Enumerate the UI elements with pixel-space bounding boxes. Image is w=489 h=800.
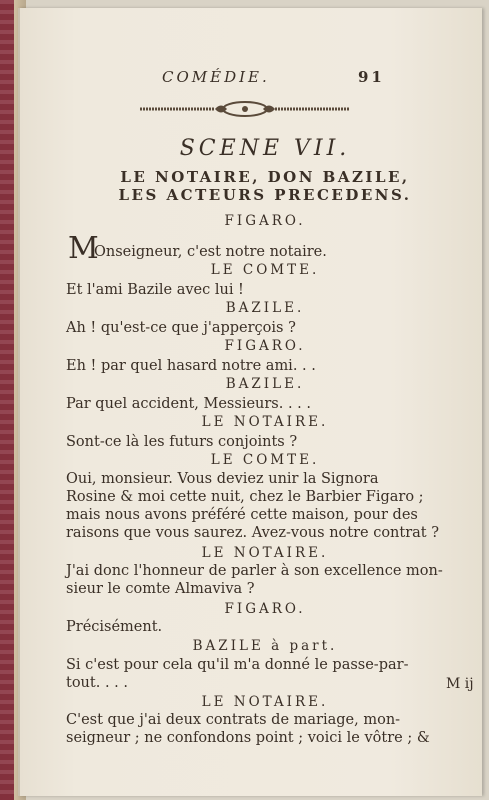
scene-title: SCENE VII. <box>179 136 351 161</box>
scene-characters-line-1: LE NOTAIRE, DON BAZILE, <box>120 168 410 186</box>
catchword: M ij <box>446 676 474 692</box>
drop-cap: M <box>68 231 99 266</box>
dialogue-line: sieur le comte Almaviva ? <box>66 581 255 597</box>
dialogue-line: Et l'ami Bazile avec lui ! <box>66 282 244 298</box>
speaker-label: FIGARO. <box>224 213 306 229</box>
speaker-label: FIGARO. <box>224 601 306 617</box>
dialogue-line: seigneur ; ne confondons point ; voici le vôtre ; & <box>66 730 430 746</box>
speaker-label: BAZILE à part. <box>192 638 338 654</box>
speaker-label: LE COMTE. <box>210 262 320 278</box>
dialogue-line: Onseigneur, c'est notre notaire. <box>94 244 327 260</box>
scene-characters-line-2: LES ACTEURS PRECEDENS. <box>118 186 412 204</box>
dialogue-line: Eh ! par quel hasard notre ami. . . <box>66 358 316 374</box>
dialogue-line: Sont-ce là les futurs conjoints ? <box>66 434 298 450</box>
speaker-label: BAZILE. <box>225 300 305 316</box>
speaker-label: LE NOTAIRE. <box>201 694 329 710</box>
running-title: COMÉDIE. <box>162 68 270 86</box>
dialogue-line: Rosine & moi cette nuit, chez le Barbier Figaro ; <box>66 489 424 505</box>
speaker-label: FIGARO. <box>224 338 306 354</box>
dialogue-line: Précisément. <box>66 619 163 635</box>
speaker-label: BAZILE. <box>225 376 305 392</box>
page-number: 91 <box>358 68 385 86</box>
dialogue-line: J'ai donc l'honneur de parler à son excellence mon- <box>66 563 443 579</box>
speaker-label: LE COMTE. <box>210 452 320 468</box>
dialogue-line: mais nous avons préféré cette maison, pour des <box>66 507 418 523</box>
dialogue-line: Oui, monsieur. Vous deviez unir la Signora <box>66 471 379 487</box>
dialogue-line: raisons que vous saurez. Avez-vous notre contrat ? <box>66 525 440 541</box>
dialogue-line: C'est que j'ai deux contrats de mariage, mon- <box>66 712 401 728</box>
ornament-icon <box>135 100 355 118</box>
speaker-label: LE NOTAIRE. <box>201 414 329 430</box>
dialogue-line: tout. . . . <box>66 675 128 691</box>
dialogue-line: Par quel accident, Messieurs. . . . <box>66 396 312 412</box>
ribbon-bookmark <box>0 0 14 800</box>
dialogue-line: Ah ! qu'est-ce que j'apperçois ? <box>66 320 296 336</box>
dialogue-line: Si c'est pour cela qu'il m'a donné le passe-par- <box>66 657 409 673</box>
book-page <box>18 8 482 796</box>
speaker-label: LE NOTAIRE. <box>201 545 329 561</box>
